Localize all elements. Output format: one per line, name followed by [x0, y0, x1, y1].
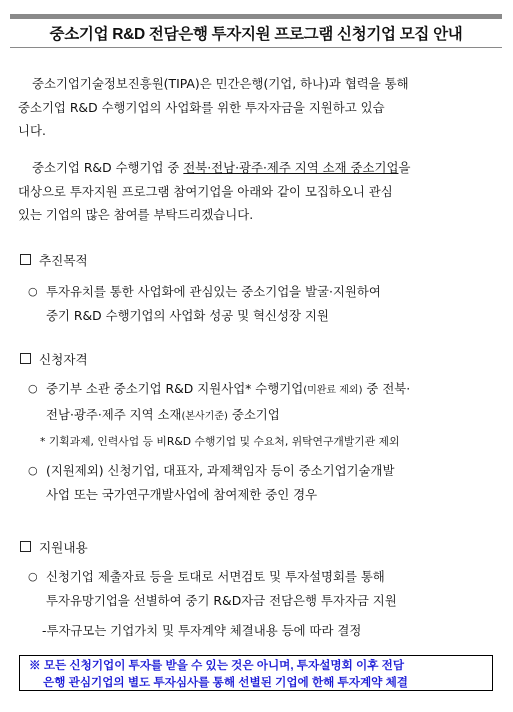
intro-p1-line: 중소기업 R&D 수행기업의 사업화를 위한 투자자금을 지원하고 있습 — [18, 99, 385, 115]
support-dash-line: -투자규모는 기업가치 및 투자계약 체결내용 등에 따라 결정 — [42, 623, 362, 638]
notice-line: ※ 모든 신청기업이 투자를 받을 수 있는 것은 아니며, 투자설명회 이후 전담 — [29, 659, 405, 672]
section-heading-support — [20, 537, 88, 556]
bullet-text: 투자유치를 통한 사업화에 관심있는 중소기업을 발굴·지원하여 — [46, 284, 381, 299]
bullet-text: 투자유망기업을 선별하여 중기 R&D자금 전담은행 투자자금 지원 — [46, 592, 397, 608]
notice-box — [19, 655, 493, 691]
intro-p1-line: 니다. — [18, 123, 46, 138]
intro-p2-line: 대상으로 투자지원 프로그램 참여기업을 아래와 같이 모집하오니 관심 — [18, 183, 393, 199]
section-heading-text: 신청자격 — [39, 352, 88, 367]
section-heading-text: 추진목적 — [39, 253, 88, 268]
notice-line: 은행 관심기업의 별도 투자심사를 통해 선별된 기업에 한해 투자계약 체결 — [43, 676, 408, 689]
bullet-text-small: (미완료 제외) — [303, 385, 363, 396]
eligibility-bullet-1 — [28, 377, 503, 428]
circle-bullet-icon: ○ — [28, 285, 38, 298]
section-heading-text: 지원내용 — [39, 540, 88, 555]
bullet-text: 사업 또는 국가연구개발사업에 참여제한 중인 경우 — [46, 486, 318, 502]
square-bullet-icon — [20, 541, 31, 552]
section-heading-eligibility — [20, 349, 88, 368]
bullet-text-main: 전남·광주·제주 지역 소재 — [46, 406, 182, 422]
intro-p2-line: 있는 기업의 많은 참여를 부탁드리겠습니다. — [18, 207, 254, 222]
square-bullet-icon — [20, 353, 31, 364]
section-heading-purpose — [20, 250, 88, 269]
circle-bullet-icon: ○ — [28, 464, 38, 477]
bullet-line — [28, 565, 503, 589]
support-bullet — [28, 565, 503, 612]
bullet-text: (지원제외) 신청기업, 대표자, 과제책임자 등이 중소기업기술개발 — [46, 463, 395, 478]
circle-bullet-icon: ○ — [28, 570, 38, 583]
bullet-text — [46, 377, 410, 403]
bullet-text: 중기 R&D 수행기업의 사업화 성공 및 혁신성장 지원 — [46, 307, 329, 323]
bullet-text-small: (본사기준) — [181, 410, 228, 422]
bullet-text — [28, 403, 503, 429]
bullet-text-main: 중기부 소관 중소기업 R&D 지원사업* 수행기업 — [46, 381, 304, 396]
bullet-line — [28, 459, 503, 483]
eligibility-footnote: * 기획과제, 인력사업 등 비R&D 수행기업 및 수요처, 위탁연구개발기관 제외 — [40, 435, 400, 448]
bullet-text: 신청기업 제출자료 등을 토대로 서면검토 및 투자설명회를 통해 — [46, 569, 385, 584]
circle-bullet-icon: ○ — [28, 382, 38, 395]
title-bar — [10, 14, 502, 48]
bullet-line — [28, 280, 503, 304]
purpose-bullet — [28, 280, 503, 327]
intro-p2-text: 을 — [398, 160, 411, 175]
bullet-text-tail: 중 전북· — [362, 381, 411, 396]
eligibility-bullet-2 — [28, 459, 503, 506]
intro-paragraph-1 — [18, 72, 498, 143]
square-bullet-icon — [20, 254, 31, 265]
bullet-text-tail: 중소기업 — [227, 406, 280, 422]
intro-paragraph-2 — [18, 156, 498, 227]
bullet-line — [28, 377, 503, 403]
page-title: 중소기업 R&D 전담은행 투자지원 프로그램 신청기업 모집 안내 — [49, 26, 463, 43]
intro-p2-line — [18, 156, 498, 180]
intro-p1-line: 중소기업기술정보진흥원(TIPA)은 민간은행(기업, 하나)과 협력을 통해 — [32, 76, 409, 91]
intro-p2-text: 중소기업 R&D 수행기업 중 — [32, 160, 184, 175]
intro-p2-underlined-text: 전북·전남·광주·제주 지역 소재 중소기업 — [183, 160, 399, 175]
